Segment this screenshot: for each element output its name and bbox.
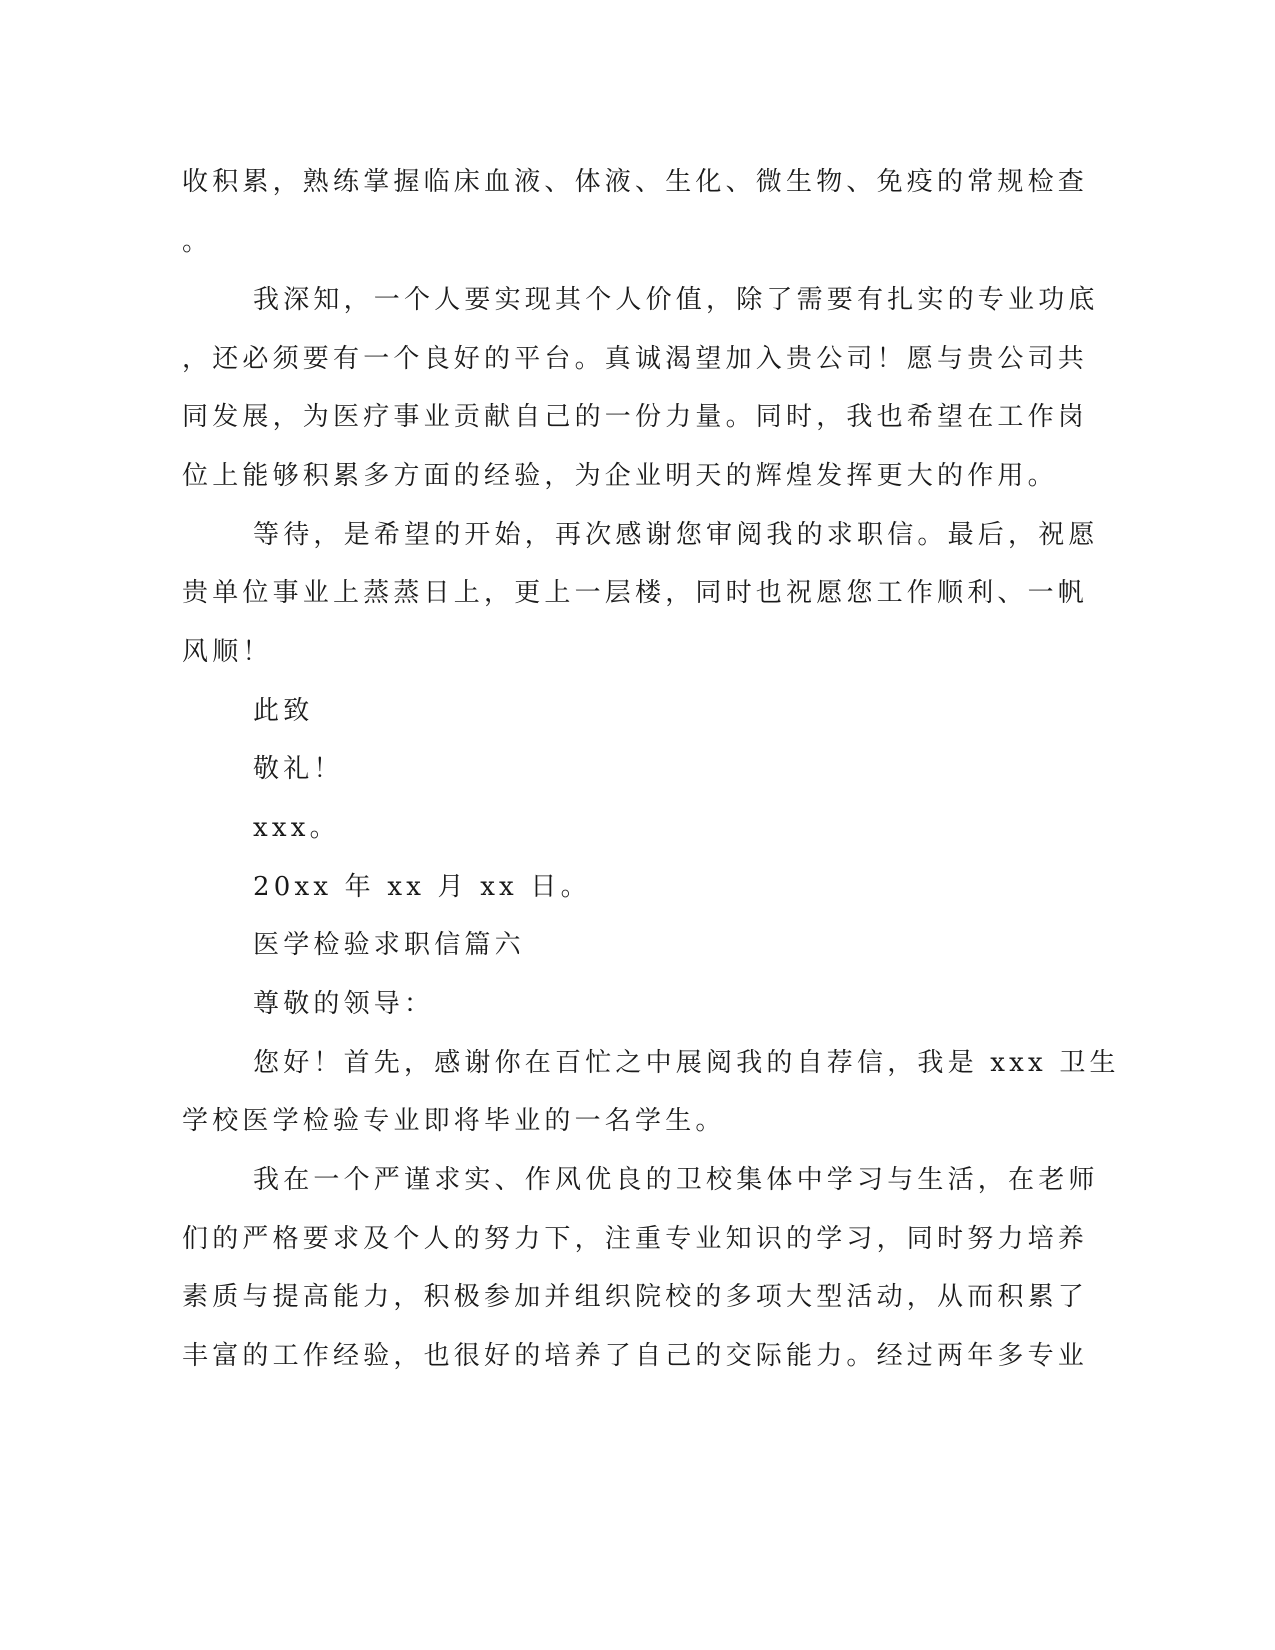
paragraph-start-line: 等待，是希望的开始，再次感谢您审阅我的求职信。最后，祝愿 xyxy=(253,520,1099,550)
signature-name: xxx。 xyxy=(253,813,340,843)
text-line: 风顺！ xyxy=(182,637,273,667)
text-line: 位上能够积累多方面的经验，为企业明天的辉煌发挥更大的作用。 xyxy=(182,461,1058,491)
text-line: ，还必须要有一个良好的平台。真诚渴望加入贵公司！愿与贵公司共 xyxy=(182,344,1089,374)
closing-regards: 敬礼！ xyxy=(253,754,344,784)
text-line: 收积累，熟练掌握临床血液、体液、生化、微生物、免疫的常规检查 xyxy=(182,167,1089,197)
text-line: 。 xyxy=(182,227,213,257)
greeting: 尊敬的领导： xyxy=(253,989,435,1019)
text-line: 学校医学检验专业即将毕业的一名学生。 xyxy=(182,1106,726,1136)
text-line: 贵单位事业上蒸蒸日上，更上一层楼，同时也祝愿您工作顺利、一帆 xyxy=(182,578,1089,608)
signature-date: 20xx 年 xx 月 xx 日。 xyxy=(253,872,591,902)
text-line: 们的严格要求及个人的努力下，注重专业知识的学习，同时努力培养 xyxy=(182,1224,1089,1254)
closing-salutation: 此致 xyxy=(253,696,314,726)
text-line: 素质与提高能力，积极参加并组织院校的多项大型活动，从而积累了 xyxy=(182,1282,1089,1312)
text-line: 丰富的工作经验，也很好的培养了自己的交际能力。经过两年多专业 xyxy=(182,1341,1089,1371)
paragraph-start-line: 我深知，一个人要实现其个人价值，除了需要有扎实的专业功底 xyxy=(253,285,1099,315)
paragraph-start-line: 您好！首先，感谢你在百忙之中展阅我的自荐信，我是 xxx 卫生 xyxy=(253,1048,1120,1078)
section-heading: 医学检验求职信篇六 xyxy=(253,930,525,960)
text-line: 同发展，为医疗事业贡献自己的一份力量。同时，我也希望在工作岗 xyxy=(182,402,1089,432)
paragraph-start-line: 我在一个严谨求实、作风优良的卫校集体中学习与生活，在老师 xyxy=(253,1165,1099,1195)
